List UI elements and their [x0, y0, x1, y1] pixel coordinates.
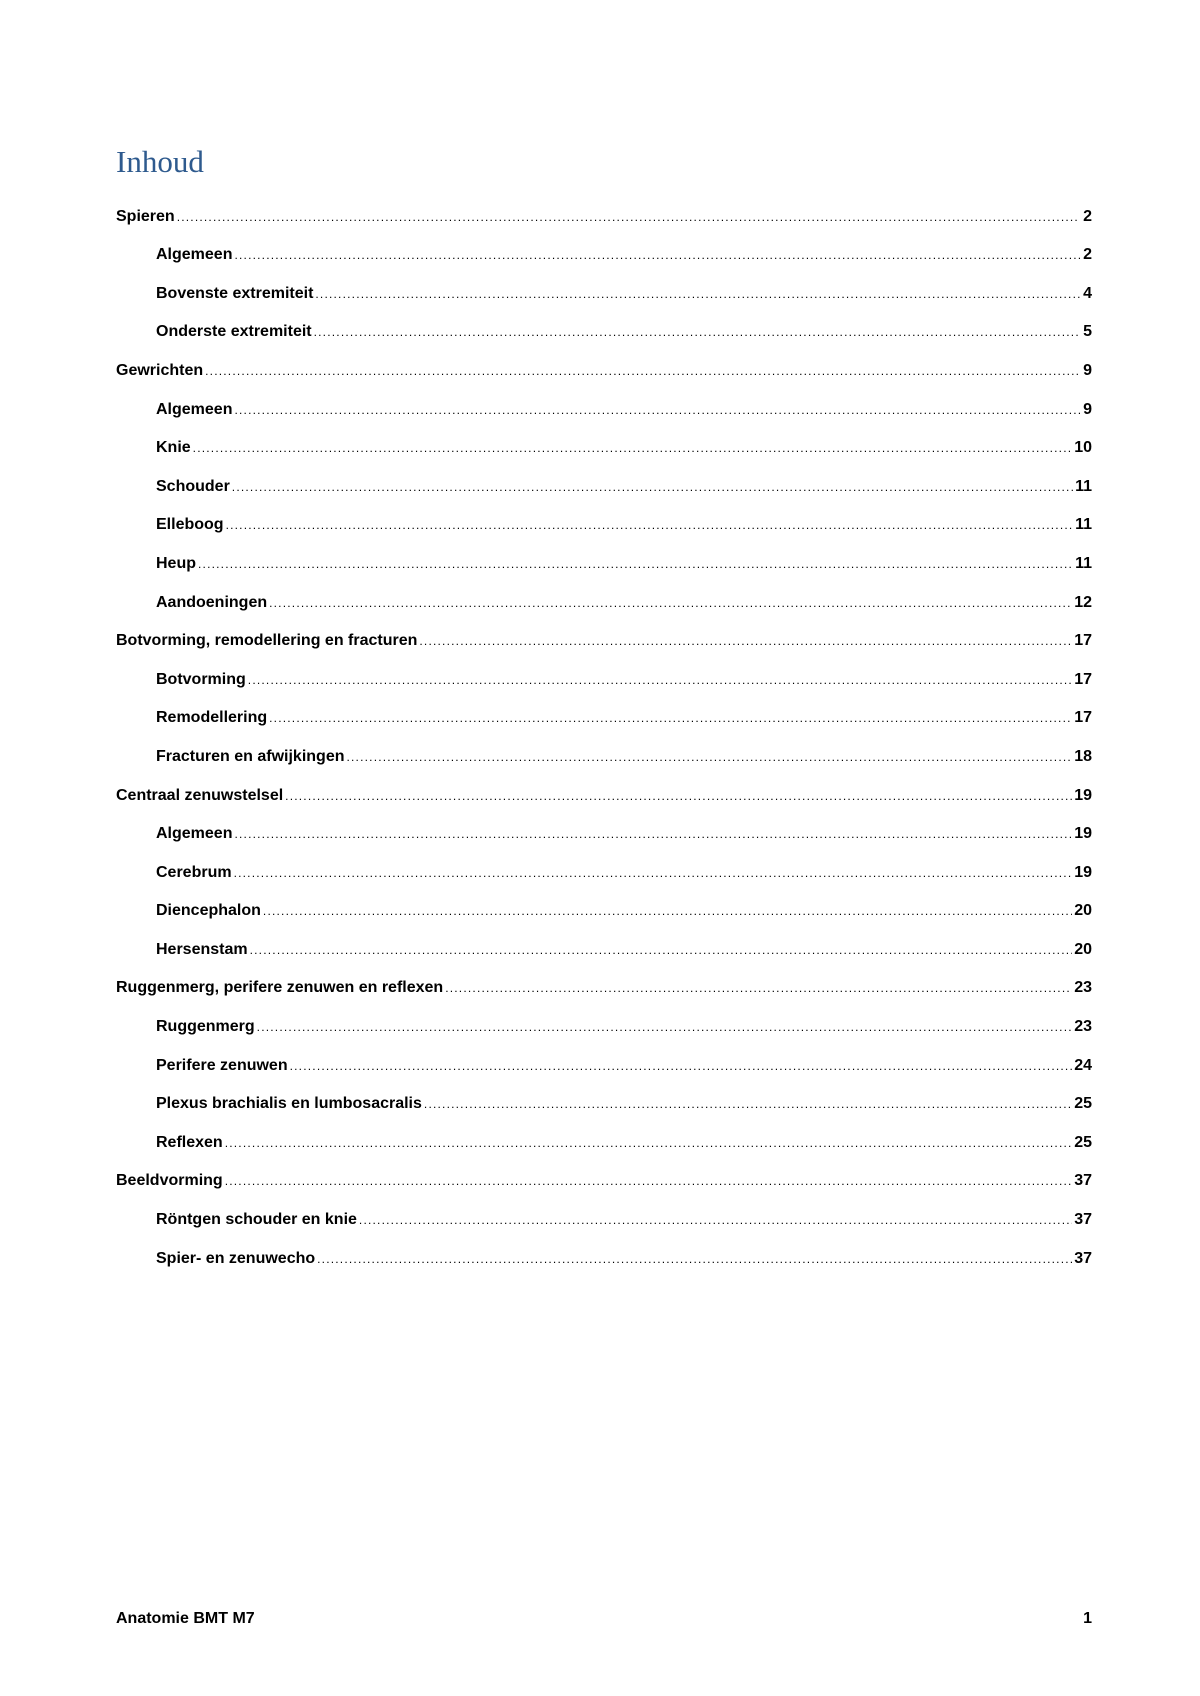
- toc-entry-label[interactable]: Spier- en zenuwecho: [156, 1249, 316, 1267]
- toc-dot-leader: [424, 1098, 1072, 1110]
- toc-entry-subheading[interactable]: [116, 495, 1092, 534]
- toc-dot-leader: [248, 674, 1072, 686]
- toc-entry-page-number[interactable]: 11: [1075, 516, 1092, 534]
- toc-entry-label[interactable]: Gewrichten: [116, 361, 204, 379]
- toc-dot-leader: [232, 481, 1073, 493]
- toc-entry-page-number[interactable]: 11: [1075, 477, 1092, 495]
- toc-entry-label[interactable]: Beeldvorming: [116, 1172, 223, 1190]
- toc-entry-page-number[interactable]: 5: [1083, 323, 1092, 341]
- toc-entry-label[interactable]: Röntgen schouder en knie: [156, 1211, 357, 1229]
- toc-entry-page-number[interactable]: 37: [1074, 1211, 1092, 1229]
- toc-entry-label[interactable]: Knie: [156, 439, 191, 457]
- toc-dot-leader: [234, 404, 1080, 416]
- toc-dot-leader: [234, 828, 1072, 840]
- toc-dot-leader: [177, 211, 1080, 223]
- toc-entry-label[interactable]: Remodellering: [156, 709, 268, 727]
- toc-entry-subheading[interactable]: [116, 649, 1092, 688]
- toc-entry-page-number[interactable]: 19: [1074, 863, 1092, 881]
- toc-entry-page-number[interactable]: 9: [1083, 361, 1092, 379]
- toc-entry-subheading[interactable]: [116, 804, 1092, 843]
- toc-entry-label[interactable]: Algemeen: [156, 400, 233, 418]
- toc-entry-subheading[interactable]: [116, 1189, 1092, 1228]
- toc-entry-subheading[interactable]: [116, 225, 1092, 264]
- toc-dot-leader: [205, 365, 1080, 377]
- toc-dot-leader: [250, 944, 1073, 956]
- toc-entry-subheading[interactable]: [116, 302, 1092, 341]
- toc-title: Inhoud: [116, 144, 204, 179]
- toc-entry-subheading[interactable]: [116, 996, 1092, 1035]
- toc-entry-subheading[interactable]: [116, 842, 1092, 881]
- toc-entry-subheading[interactable]: [116, 572, 1092, 611]
- toc-dot-leader: [269, 597, 1072, 609]
- toc-entry-page-number[interactable]: 17: [1074, 709, 1092, 727]
- toc-entry-label[interactable]: Aandoeningen: [156, 593, 268, 611]
- toc-entry-page-number[interactable]: 2: [1083, 207, 1092, 225]
- footer-document-title: Anatomie BMT M7: [116, 1610, 255, 1627]
- toc-entry-heading[interactable]: [116, 611, 1092, 650]
- toc-dot-leader: [419, 635, 1072, 647]
- toc-dot-leader: [317, 1253, 1072, 1265]
- toc-entry-heading[interactable]: [116, 186, 1092, 225]
- toc-dot-leader: [225, 1137, 1073, 1149]
- toc-entry-page-number[interactable]: 19: [1074, 786, 1092, 804]
- toc-entry-page-number[interactable]: 23: [1074, 1018, 1092, 1036]
- toc-entry-page-number[interactable]: 37: [1074, 1172, 1092, 1190]
- toc-entry-subheading[interactable]: [116, 533, 1092, 572]
- toc-dot-leader: [234, 249, 1080, 261]
- toc-dot-leader: [359, 1214, 1072, 1226]
- toc-entry-page-number[interactable]: 11: [1075, 554, 1092, 572]
- toc-entry-label[interactable]: Reflexen: [156, 1133, 223, 1151]
- toc-entry-heading[interactable]: [116, 958, 1092, 997]
- toc-entry-subheading[interactable]: [116, 418, 1092, 457]
- toc-entry-page-number[interactable]: 24: [1074, 1056, 1092, 1074]
- toc-entry-page-number[interactable]: 9: [1083, 400, 1092, 418]
- toc-dot-leader: [263, 905, 1072, 917]
- toc-entry-page-number[interactable]: 25: [1074, 1133, 1092, 1151]
- toc-dot-leader: [225, 1175, 1073, 1187]
- toc-dot-leader: [315, 288, 1080, 300]
- toc-dot-leader: [198, 558, 1073, 570]
- toc-entry-label[interactable]: Heup: [156, 554, 196, 572]
- toc-entry-label[interactable]: Algemeen: [156, 246, 233, 264]
- toc-entry-page-number[interactable]: 20: [1074, 940, 1092, 958]
- footer-page-number: 1: [1083, 1610, 1092, 1627]
- toc-entry-label[interactable]: Schouder: [156, 477, 230, 495]
- toc-entry-label[interactable]: Botvorming, remodellering en fracturen: [116, 632, 418, 650]
- toc-dot-leader: [290, 1060, 1073, 1072]
- toc-entry-page-number[interactable]: 17: [1074, 632, 1092, 650]
- toc-dot-leader: [257, 1021, 1073, 1033]
- toc-entry-page-number[interactable]: 12: [1074, 593, 1092, 611]
- toc-entry-page-number[interactable]: 23: [1074, 979, 1092, 997]
- toc-entry-subheading[interactable]: [116, 379, 1092, 418]
- toc-entry-label[interactable]: Ruggenmerg: [156, 1018, 255, 1036]
- toc-dot-leader: [285, 790, 1072, 802]
- toc-entry-subheading[interactable]: [116, 919, 1092, 958]
- toc-entry-subheading[interactable]: [116, 881, 1092, 920]
- toc-entry-subheading[interactable]: [116, 1074, 1092, 1113]
- table-of-contents: [116, 186, 1092, 1267]
- toc-entry-page-number[interactable]: 10: [1074, 439, 1092, 457]
- toc-entry-heading[interactable]: [116, 340, 1092, 379]
- toc-entry-subheading[interactable]: [116, 1228, 1092, 1267]
- toc-entry-label[interactable]: Cerebrum: [156, 863, 232, 881]
- toc-entry-page-number[interactable]: 17: [1074, 670, 1092, 688]
- toc-entry-label[interactable]: Elleboog: [156, 516, 224, 534]
- toc-dot-leader: [269, 712, 1072, 724]
- toc-entry-label[interactable]: Plexus brachialis en lumbosacralis: [156, 1095, 422, 1113]
- toc-entry-heading[interactable]: [116, 1151, 1092, 1190]
- toc-entry-subheading[interactable]: [116, 726, 1092, 765]
- toc-entry-subheading[interactable]: [116, 263, 1092, 302]
- toc-entry-page-number[interactable]: 20: [1074, 902, 1092, 920]
- toc-entry-page-number[interactable]: 18: [1074, 747, 1092, 765]
- toc-entry-subheading[interactable]: [116, 1112, 1092, 1151]
- toc-entry-label[interactable]: Algemeen: [156, 825, 233, 843]
- toc-entry-label[interactable]: Onderste extremiteit: [156, 323, 312, 341]
- toc-entry-label[interactable]: Spieren: [116, 207, 175, 225]
- toc-entry-label[interactable]: Centraal zenuwstelsel: [116, 786, 284, 804]
- toc-dot-leader: [314, 326, 1080, 338]
- toc-dot-leader: [193, 442, 1073, 454]
- toc-entry-label[interactable]: Botvorming: [156, 670, 246, 688]
- toc-entry-label[interactable]: Fracturen en afwijkingen: [156, 747, 345, 765]
- toc-dot-leader: [346, 751, 1072, 763]
- toc-entry-label[interactable]: Bovenste extremiteit: [156, 284, 314, 302]
- toc-entry-label[interactable]: Perifere zenuwen: [156, 1056, 288, 1074]
- toc-entry-subheading[interactable]: [116, 456, 1092, 495]
- toc-entry-page-number[interactable]: 25: [1074, 1095, 1092, 1113]
- toc-entry-label[interactable]: Hersenstam: [156, 940, 248, 958]
- toc-dot-leader: [226, 519, 1074, 531]
- toc-entry-page-number[interactable]: 19: [1074, 825, 1092, 843]
- toc-entry-page-number[interactable]: 4: [1083, 284, 1092, 302]
- toc-entry-page-number[interactable]: 37: [1074, 1249, 1092, 1267]
- toc-entry-label[interactable]: Diencephalon: [156, 902, 261, 920]
- toc-entry-label[interactable]: Ruggenmerg, perifere zenuwen en reflexen: [116, 979, 444, 997]
- toc-entry-heading[interactable]: [116, 765, 1092, 804]
- toc-entry-subheading[interactable]: [116, 688, 1092, 727]
- toc-entry-subheading[interactable]: [116, 1035, 1092, 1074]
- toc-dot-leader: [445, 982, 1072, 994]
- toc-dot-leader: [234, 867, 1073, 879]
- toc-entry-page-number[interactable]: 2: [1083, 246, 1092, 264]
